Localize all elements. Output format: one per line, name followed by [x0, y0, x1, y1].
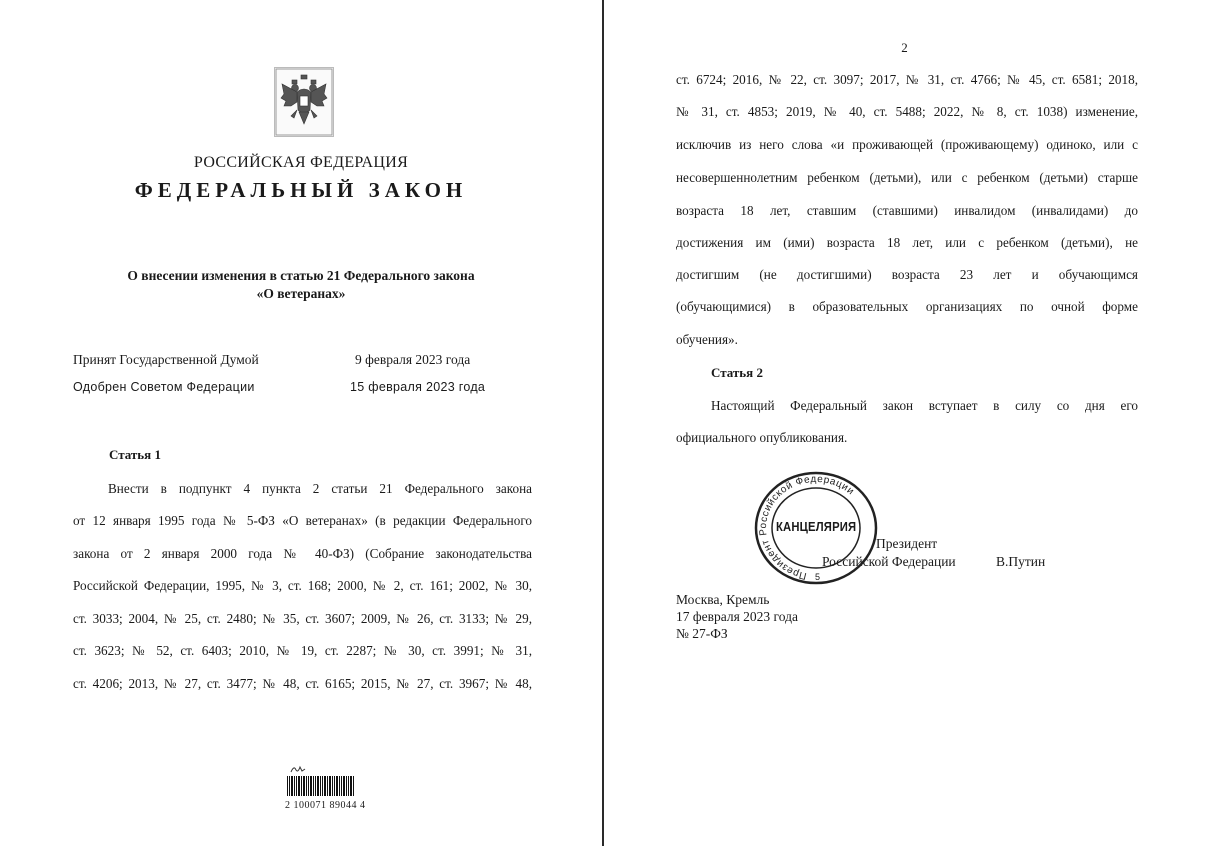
article-1-line: ст. 3623; № 52, ст. 6403; 2010, № 19, ст. 2287; № 30, ст. 3991; № 31,: [73, 643, 532, 658]
continuation-line: достигшим (не достигшими) возраста 23 лет и обучающимся: [676, 267, 1138, 282]
article-1-line: закона от 2 января 2000 года № 40-ФЗ) (Собрание законодательства: [73, 546, 532, 561]
document-page-2: [604, 0, 1205, 846]
signatory-name: В.Путин: [996, 554, 1046, 569]
continuation-line: возраста 18 лет, ставшим (ставшими) инвалидом (инвалидами) до: [676, 203, 1138, 218]
article-1-line: ст. 4206; 2013, № 27, ст. 3477; № 48, ст. 6165; 2015, № 27, ст. 3967; № 48,: [73, 676, 532, 691]
double-headed-eagle-icon: [275, 68, 333, 136]
article-1-line: Российской Федерации, 1995, № 3, ст. 168; 2000, № 2, ст. 161; 2002, № 30,: [73, 578, 532, 593]
law-subject-line-2: «О ветеранах»: [256, 286, 346, 301]
continuation-line: обучения».: [676, 332, 738, 347]
adopted-label: Принят Государственной Думой: [73, 352, 259, 367]
article-1-line: ст. 3033; 2004, № 25, ст. 2480; № 35, ст. 3607; 2009, № 26, ст. 3133; № 29,: [73, 611, 532, 626]
article-2-line: Настоящий Федеральный закон вступает в силу со дня его: [711, 398, 1138, 413]
signature-title-line-1: Президент: [876, 536, 938, 551]
page-number: 2: [901, 40, 908, 55]
signing-place: Москва, Кремль: [676, 592, 770, 607]
signing-date: 17 февраля 2023 года: [676, 609, 798, 624]
handwritten-mark-icon: [290, 764, 306, 774]
signature-title-line-2: Российской Федерации: [822, 554, 956, 569]
continuation-line: № 31, ст. 4853; 2019, № 40, ст. 5488; 2022, № 8, ст. 1038) изменение,: [676, 104, 1138, 119]
article-1-line: Внести в подпункт 4 пункта 2 статьи 21 Федерального закона: [108, 481, 532, 496]
law-type-heading: ФЕДЕРАЛЬНЫЙ ЗАКОН: [134, 178, 468, 202]
continuation-line: (обучающимися) в образовательных организациях по очной форме: [676, 299, 1138, 314]
stamp-label: КАНЦЕЛЯРИЯ: [776, 520, 857, 534]
country-heading: РОССИЙСКАЯ ФЕДЕРАЦИЯ: [193, 154, 409, 171]
stamp-number: 5: [815, 572, 821, 582]
article-1-line: от 12 января 1995 года № 5-ФЗ «О ветеранах» (в редакции Федерального: [73, 513, 532, 528]
approved-label: Одобрен Советом Федерации: [73, 380, 255, 394]
document-page-1: [0, 0, 602, 846]
approved-date: 15 февраля 2023 года: [350, 380, 486, 394]
article-2-title: Статья 2: [711, 365, 763, 380]
adopted-date: 9 февраля 2023 года: [355, 352, 471, 367]
continuation-line: несовершеннолетним ребенком (детьми), или с ребенком (детьми) старше: [676, 170, 1138, 185]
law-number: № 27-ФЗ: [676, 626, 728, 641]
law-subject-line-1: О внесении изменения в статью 21 Федерального закона: [127, 268, 475, 283]
stamp-ring-text: Президент Российской Федерации: [757, 473, 857, 582]
coat-of-arms-emblem: [274, 67, 334, 137]
article-1-title: Статья 1: [109, 447, 161, 462]
continuation-line: исключив из него слова «и проживающей (проживающему) одиноко, или с: [676, 137, 1138, 152]
continuation-line: ст. 6724; 2016, № 22, ст. 3097; 2017, № 31, ст. 4766; № 45, ст. 6581; 2018,: [676, 72, 1138, 87]
barcode-number: 2 100071 89044 4: [285, 800, 366, 811]
barcode-icon: [287, 776, 355, 796]
continuation-line: достижения им (ими) возраста 18 лет, или с ребенком (детьми), не: [676, 235, 1138, 250]
article-2-line: официального опубликования.: [676, 430, 848, 445]
